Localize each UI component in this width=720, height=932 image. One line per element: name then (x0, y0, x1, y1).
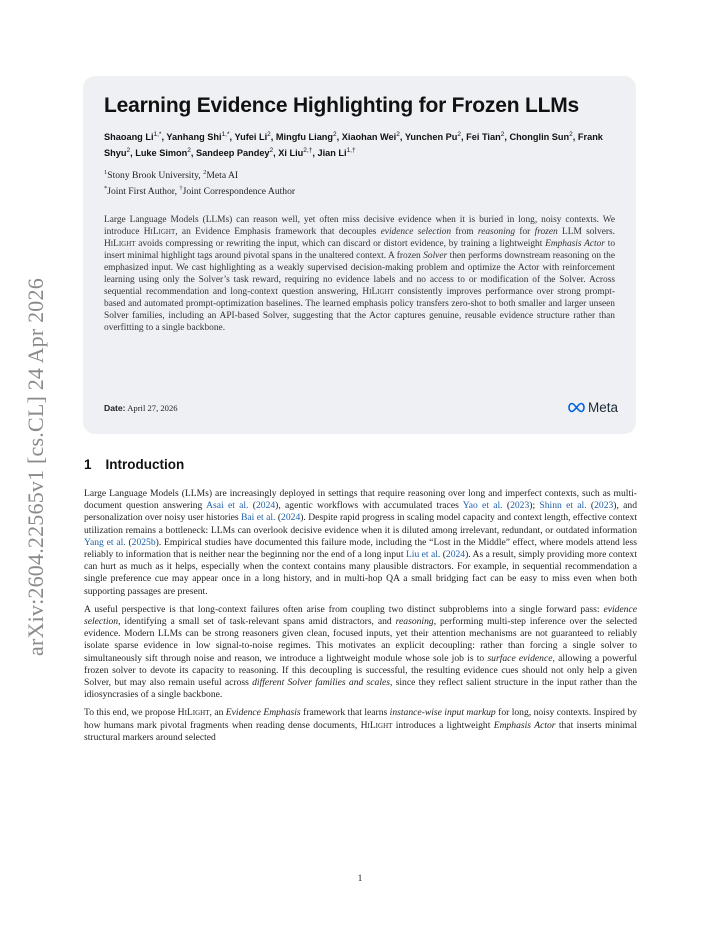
citation-link[interactable]: Asai et al. (206, 500, 249, 512)
author-affil-mark: 2 (333, 131, 337, 138)
text-run: ); (529, 500, 540, 512)
author-name: Yufei Li (234, 132, 268, 143)
text-run: ), agentic workflows with accumulated traces (275, 500, 463, 512)
text-run: ( (502, 500, 511, 512)
emphasis-text: Solver (423, 250, 448, 261)
text-run: , since they reflect salient structure in the input rather than the idiosyncrasies of a single backbone. (84, 677, 638, 701)
emphasis-text: surface evidence (487, 652, 553, 664)
author-affil-mark: 1,† (346, 147, 356, 155)
text-run: , identifying a small set of task-relevant spans amid distractors, and (118, 616, 396, 628)
author-name: Sandeep Pandey (196, 148, 270, 159)
page-number: 1 (357, 874, 363, 884)
citation-link[interactable]: 2024 (281, 512, 301, 524)
emphasis-text: frozen (534, 226, 558, 237)
text-run: framework that learns (300, 707, 390, 719)
author-name: Yunchen Pu (404, 132, 458, 143)
text-run: Large Language Models (LLMs) are increasingly deployed in settings that require reasoning over long and imperfect contexts, such as multi-document question answering (84, 488, 637, 512)
author-affil-mark: 2 (126, 147, 131, 155)
text-run: Large Language Models (LLMs) can reason well, yet often miss decisive evidence when it is buried in long, noisy contexts. We introduce (104, 214, 615, 237)
emphasis-text: Emphasis Actor (545, 238, 605, 249)
affiliations (104, 166, 615, 182)
emphasis-text: evidence selection (84, 603, 637, 628)
text-run: consistently improves performance over strong prompt-based and automated prompt-optimization baselines. The learned emphasis policy transfers zero-shot to both smaller and larger unseen Solver families, including an API-based Solver, suggesting that the Actor captures genuine, reusable evidence structure rather than overfitting to a single backbone. (104, 287, 615, 334)
affiliation-text: Stony Brook University, (107, 170, 204, 182)
paragraph (84, 707, 637, 744)
date (104, 403, 178, 413)
citation-link[interactable]: 2024 (255, 500, 276, 512)
author-name: Luke Simon (135, 148, 188, 159)
author-name: Shaoang Li (104, 132, 154, 143)
citation-link[interactable]: Yang et al. (84, 536, 126, 548)
method-name: HiLight (362, 287, 394, 298)
meta-logo-text: Meta (587, 400, 618, 415)
citation-link[interactable]: Liu et al. (405, 549, 441, 561)
author-affil-mark: 2 (500, 131, 505, 138)
author-name: Mingfu Liang (275, 132, 334, 143)
citation-link[interactable]: 2023 (594, 500, 614, 512)
method-name: HiLight (143, 226, 176, 237)
author-name: Jian Li (317, 148, 347, 159)
author-note-text: Joint Correspondence Author (182, 186, 296, 198)
citation-link[interactable]: 2025b (131, 536, 156, 548)
emphasis-text: Evidence Emphasis (225, 707, 301, 719)
emphasis-text: instance-wise input markup (389, 707, 496, 719)
citation-link[interactable]: Bai et al. (241, 512, 276, 524)
text-run: LLM solvers. (557, 226, 615, 237)
text-run: ), and personalization over noisy user histories (84, 500, 638, 524)
introduction-body (84, 488, 637, 750)
emphasis-text: evidence selection (380, 226, 452, 237)
arxiv-identifier: arXiv:2604.22565v1 [cs.CL] 24 Apr 2026 (23, 278, 48, 656)
abstract (104, 214, 615, 335)
title-abstract-card (83, 76, 636, 434)
text-run: then performs downstream reasoning on the emphasized input. We cast highlighting as a weakly supervised decision-making problem and optimize the Actor with reinforcement learning using only the Solver’s task reward, requiring no evidence labels and no access to or modification of the Solver. Across sequential recommendation and long-context question answering, (104, 250, 615, 298)
author-affil-mark: 2,† (303, 147, 313, 155)
text-run: for long, noisy contexts. Inspired by how humans mark pivotal fragments when reading dense documents, (84, 707, 637, 731)
text-run: A useful perspective is that long-context failures often arise from coupling two distinct subproblems into a single forward pass: (84, 603, 604, 615)
method-name: HiLight (360, 719, 393, 731)
author-affil-mark: 2 (267, 131, 271, 138)
affiliation-mark: 1 (104, 169, 108, 177)
paper-title: Learning Evidence Highlighting for Frozen LLMs (104, 94, 579, 117)
method-name: HiLight (177, 707, 210, 719)
author-affil-mark: 2 (269, 147, 274, 155)
author-note-mark: * (104, 185, 108, 193)
text-run: from (451, 226, 478, 237)
paragraph (84, 488, 637, 598)
emphasis-text: Emphasis Actor (493, 719, 556, 731)
citation-link[interactable]: Yao et al. (462, 500, 503, 512)
affiliation-mark: 2 (203, 169, 207, 177)
section-heading (84, 457, 198, 472)
paragraph (84, 604, 637, 702)
text-run: To this end, we propose (84, 707, 178, 719)
date-row (104, 400, 618, 415)
text-run: ). Despite rapid progress in scaling model capacity and context length, effective context utilization remains a bottleneck: LLMs can overlook decisive evidence when it is diluted among irrelevant, redundant, or outdated information (84, 512, 637, 536)
author-name: Frank Shyu (104, 132, 603, 159)
author-notes (104, 182, 615, 198)
date-label: Date: (104, 402, 126, 413)
author-affil-mark: 2 (457, 131, 462, 138)
text-run: , an (209, 707, 226, 719)
text-run: ). Empirical studies have documented this failure mode, including the “Lost in the Middle” effect, where models attend less reliably to information that is neither near the beginning nor the end of a long input (84, 536, 638, 561)
author-affil-mark: 1,* (153, 131, 162, 138)
text-run: introduces a lightweight (392, 719, 494, 731)
author-name: Fei Tian (466, 132, 501, 143)
author-affil-mark: 2 (187, 147, 191, 155)
citation-link[interactable]: 2024 (445, 549, 466, 561)
text-run: avoids compressing or rewriting the input, which can discard or distort evidence, by training a lightweight (135, 238, 546, 249)
citation-link[interactable]: 2023 (510, 500, 530, 512)
author-name: Xiaohan Wei (341, 132, 397, 143)
author-affil-mark: 2 (569, 131, 573, 138)
text-run: ( (586, 500, 595, 512)
author-affil-mark: 1,* (221, 131, 230, 138)
text-run: ( (275, 512, 282, 524)
section-title: Introduction (105, 457, 185, 472)
text-run: , allowing a powerful frozen solver to devote its capacity to reasoning. If this decoupling is successful, the resulting evidence cues should not only help a given Solver, but may also remain useful across (84, 652, 637, 689)
date-value: April 27, 2026 (127, 402, 178, 413)
emphasis-text: reasoning (477, 226, 516, 237)
author-name: Chonglin Sun (509, 132, 570, 143)
meta-infinity-icon (567, 402, 586, 413)
section-number: 1 (84, 457, 92, 472)
emphasis-text: different Solver families and scales (252, 677, 390, 689)
citation-link[interactable]: Shinn et al. (539, 500, 587, 512)
author-list: Shaoang $Li^{1,*}$, Yanhang Shi$^{1,*}$, Yufei Li$^2$, Mingfu Liang$^2$, Xiaohan Wei$^2$, Yunchen Pu$^2$, Fei Tian$^2$, Chonglin Sun$^2$, Frank Shyu$^2$, Luke Simon$^2$, Sandeep Pandey$^2$, Xi Liu$^{2,\dagger}$, Jian $Li^{1,\dagger}$ (104, 131, 603, 159)
affiliation-text: Meta AI (206, 170, 239, 182)
author-affil-mark: 2 (396, 131, 400, 138)
text-run: ( (440, 549, 446, 561)
author-name: Xi Liu (278, 148, 304, 159)
text-run: that inserts minimal structural markers around selected (84, 719, 637, 743)
meta-logo (567, 400, 618, 415)
text-run: to insert minimal highlight tags around pivotal spans in the unaltered context. A frozen (104, 238, 616, 261)
text-run: , an Evidence Emphasis framework that decouples (175, 226, 381, 237)
author-note-mark: † (179, 185, 183, 193)
text-run: ). As a result, simply providing more context can hurt as much as it helps, especially when the context contains many plausible distractors. For example, in sequential recommendation a single preference cue may appear once in a long history, and in multi-hop QA a small bridging fact can be easy to miss even when both supporting passages are present. (84, 549, 637, 597)
emphasis-text: reasoning (395, 616, 434, 628)
text-run: , performing multi-step inference over the selected evidence. Modern LLMs can be strong reasoners given clean, focused inputs, yet their attention mechanisms are not guaranteed to reliably isolate sparse evidence in low signal-to-noise regimes. This motivates an explicit decoupling: rather than forcing a single solver to simultaneously sift through noise and reason, we introduce a lightweight module whose sole job is to (84, 616, 637, 664)
author-name: Yanhang Shi (166, 132, 222, 143)
text-run: for (515, 226, 535, 237)
method-name: HiLight (104, 238, 136, 249)
text-run: ( (248, 500, 256, 512)
author-note-text: Joint First Author, (107, 186, 180, 198)
text-run: ( (125, 536, 132, 548)
